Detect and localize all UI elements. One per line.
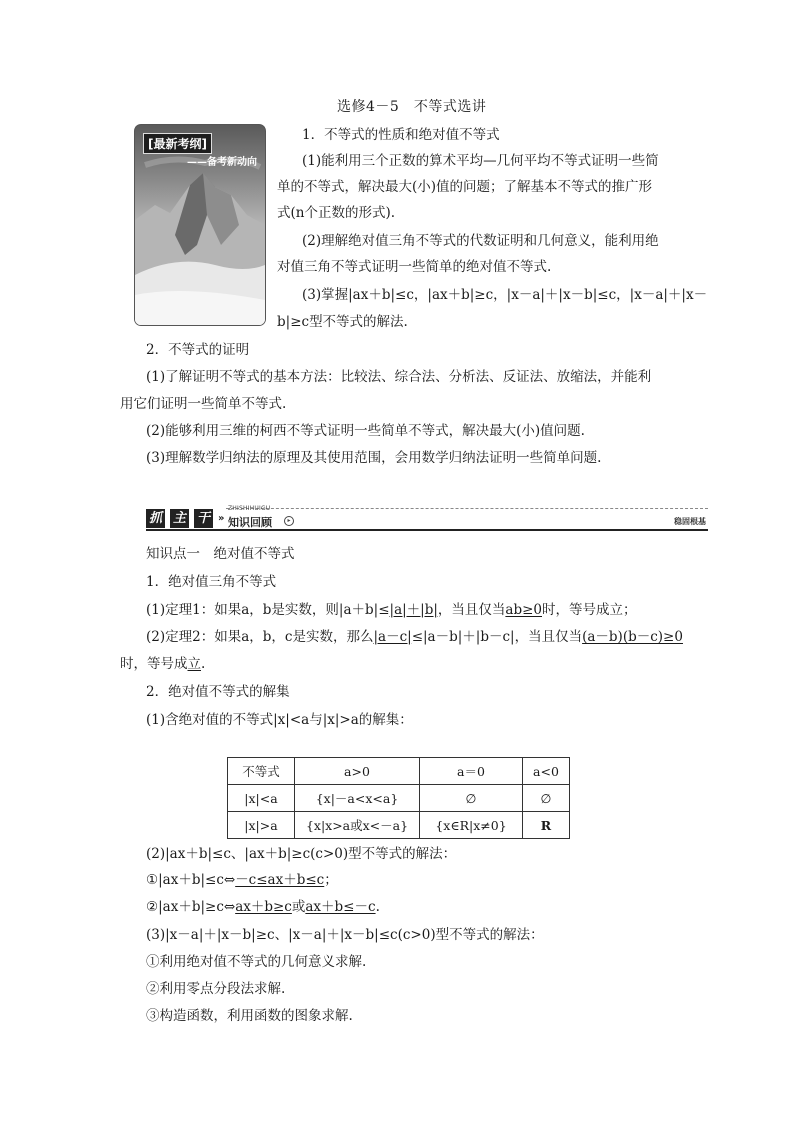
banner-right-label: 稳固根基 (674, 517, 706, 526)
table-cell: {x∈R|x≠0} (420, 812, 523, 839)
syllabus-text: (2)理解绝对值三角不等式的代数证明和几何意义，能利用绝 (302, 233, 659, 249)
cover-image (134, 124, 266, 326)
answer-blank: －c≤ax＋b≤c (235, 872, 325, 888)
section-banner (146, 505, 708, 531)
table-header-row (228, 758, 570, 785)
syllabus-text: (1)能利用三个正数的算术平均—几何平均不等式证明一些简 (302, 153, 659, 169)
table-cell: |x|>a (228, 812, 295, 839)
table-header-cell: a<0 (523, 758, 570, 785)
text-line: (3)|x－a|＋|x－b|≥c、|x－a|＋|x－b|≤c(c>0)型不等式的解法： (146, 927, 544, 943)
banner-pinyin: ZHISHIHUIGU (228, 505, 271, 512)
text: . (201, 656, 206, 672)
banner-dotted-line (226, 508, 708, 509)
syllabus-text: b|≥c型不等式的解法. (277, 314, 408, 330)
table-cell: ∅ (523, 785, 570, 812)
table-row (228, 785, 570, 812)
syllabus-heading-1: 1．不等式的性质和绝对值不等式 (302, 127, 500, 143)
method-item: ③构造函数，利用函数的图象求解. (146, 1008, 353, 1024)
answer-blank: 立 (187, 656, 201, 672)
table-cell: R (523, 812, 570, 839)
text: . (375, 899, 380, 915)
subsection-heading: 1．绝对值三角不等式 (146, 574, 277, 590)
answer-blank: ax＋b≤－c (305, 899, 376, 915)
answer-blank: |a|＋|b| (389, 602, 438, 618)
syllabus-text: (3)理解数学归纳法的原理及其使用范围，会用数学归纳法证明一些简单问题. (146, 450, 602, 466)
answer-blank: ab≥0 (505, 602, 542, 618)
table-cell: |x|<a (228, 785, 295, 812)
knowledge-point-title: 知识点一 绝对值不等式 (146, 546, 295, 562)
answer-blank: |a－c| (373, 629, 412, 645)
banner-rule (146, 529, 708, 531)
cover-subtitle: ——备考新动向 (187, 157, 257, 168)
table-cell: ∅ (420, 785, 523, 812)
syllabus-text: (3)掌握|ax＋b|≤c，|ax＋b|≥c，|x－a|＋|x－b|≤c，|x－a|＋|x－ (302, 287, 708, 303)
banner-tab: 干 (194, 509, 213, 528)
method-item: ②利用零点分段法求解. (146, 981, 286, 997)
banner-tab: 主 (170, 509, 189, 528)
case-2 (146, 898, 380, 916)
table-row (228, 812, 570, 839)
syllabus-text: 式(n个正数的形式). (277, 205, 396, 221)
text-line: (2)|ax＋b|≤c、|ax＋b|≥c(c>0)型不等式的解法： (146, 846, 457, 862)
syllabus-text: 用它们证明一些简单不等式. (120, 396, 287, 412)
banner-tab: 抓 (146, 509, 165, 528)
answer-blank: (a－b)(b－c)≥0 (582, 629, 683, 645)
page-title: 选修4－5 不等式选讲 (337, 99, 487, 115)
theorem-2 (146, 628, 683, 646)
theorem-1 (146, 601, 637, 619)
table-cell: {x|x>a或x<－a} (295, 812, 420, 839)
case-1 (146, 871, 338, 889)
syllabus-heading-2: 2．不等式的证明 (146, 342, 250, 358)
table-header-cell: a>0 (295, 758, 420, 785)
banner-section-name: 知识回顾 (228, 516, 272, 529)
play-circle-icon: ▸ (284, 516, 294, 526)
syllabus-text: (2)能够利用三维的柯西不等式证明一些简单不等式，解决最大(小)值问题. (146, 423, 585, 439)
subsection-heading: 2．绝对值不等式的解集 (146, 684, 290, 700)
theorem-2-continued (120, 655, 205, 673)
text: ≤|a－b|＋|b－c|，当且仅当 (411, 629, 583, 645)
text: (1)定理1：如果a，b是实数，则|a＋b|≤ (146, 602, 390, 618)
chevron-icon: » (218, 513, 225, 524)
method-item: ①利用绝对值不等式的几何意义求解. (146, 954, 367, 970)
solution-set-table (227, 757, 570, 839)
text: ②|ax＋b|≥c⇔ (146, 899, 236, 915)
text: 时，等号成 (120, 656, 188, 672)
syllabus-text: 对值三角不等式证明一些简单的绝对值不等式. (277, 259, 552, 275)
table-header-cell: 不等式 (228, 758, 295, 785)
table-header-cell: a＝0 (420, 758, 523, 785)
text: ，当且仅当 (437, 602, 506, 618)
answer-blank: ax＋b≥c (235, 899, 292, 915)
syllabus-text: (1)了解证明不等式的基本方法：比较法、综合法、分析法、反证法、放缩法，并能利 (146, 369, 652, 385)
text: ①|ax＋b|≤c⇔ (146, 872, 236, 888)
cover-label: [最新考纲] (143, 133, 212, 154)
text: ； (324, 872, 338, 888)
table-cell: {x|－a<x<a} (295, 785, 420, 812)
text: 时，等号成立； (542, 602, 637, 618)
text-line: (1)含绝对值的不等式|x|<a与|x|>a的解集： (146, 712, 413, 728)
syllabus-text: 单的不等式，解决最大(小)值的问题；了解基本不等式的推广形 (277, 179, 653, 195)
text: 或 (291, 899, 306, 915)
text: (2)定理2：如果a，b，c是实数，那么 (146, 629, 374, 645)
